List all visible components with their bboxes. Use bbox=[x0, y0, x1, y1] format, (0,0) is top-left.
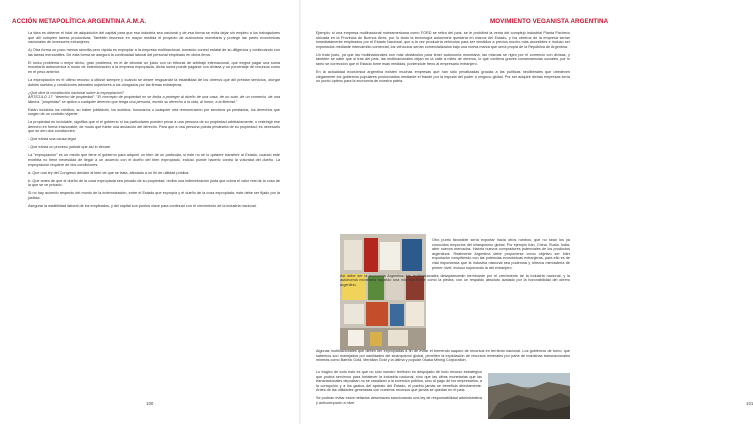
mining-photo bbox=[488, 373, 570, 419]
products-photo bbox=[340, 234, 426, 350]
right-page-body-side bbox=[340, 238, 570, 291]
paragraph: Se podrían evitar estos nefastos desenlaces sancionando una ley de responsabilidad administrativa y anticorrupción a nivel bbox=[316, 396, 482, 405]
right-page-body-bottom bbox=[316, 349, 570, 366]
right-page-header: MOVIMIENTO VEGANISTA ARGENTINA bbox=[490, 18, 609, 25]
right-page-body-top bbox=[316, 31, 570, 87]
list-item: - Que exista una causa legal. bbox=[28, 137, 77, 142]
list-item: b- Que antes de que el dueño de la cosa expropiada sea privado de su propiedad, reciba una indemnización justa que cubra el valor real de la cosa de la que se ve privado. bbox=[28, 178, 280, 188]
paragraph: Así debe ser la economía Argentina: las multinacionales desaparecerán terminante por el crecimiento de la industria nacional, y la autonomía monetaria forjando una moneda fuerte como la piedra, con un respaldo absoluto avalado por la honorabilidad del obrero argentino. bbox=[340, 273, 570, 287]
left-page-body bbox=[28, 31, 280, 212]
paragraph: Un trato justo, ya que las multinacionales son más obstáculos para tener autonomía monetaria, las mismas se rigen por el comercio con divisas, y también se sabe que si tras del país, las multinacionales dejan en la calle a miles de obreros, lo que conlleva graves consecuencias sociales, por lo tanto se corrección que el Estado tome esas medidas, poniéndole freno al empresario extranjero. bbox=[316, 52, 570, 66]
constitution-quote: ¿Qué dice la constitución nacional sobre la expropiación? ARTÍCULO 17: "derecho de propiedad". "El concepto de propiedad no se limita a proteger al dueño de una casa, de un auto, de un comercio, de una fábrica. "propiedad" se aplica a cualquier derecho que tenga una persona, escrito su derecho a la vida, al honor, a la libertad." bbox=[28, 90, 280, 104]
left-page-header: ACCIÓN METAPOLÍTICA ARGENTINA A.M.A. bbox=[12, 18, 147, 25]
list-item: - Que exista un proceso judicial que así lo decare. bbox=[28, 145, 112, 150]
paragraph: En la actualidad económica argentina existen muchas empresas que han sido privatizadas gracias a las políticas neoliberales que obedecen ciegamente los gobiernos populares posicionados mediante el fraude por la espuda del poder a ninguno global. Por ser adquirir dichas empresas sería un punto óptimo para la economía de nuestra patria. bbox=[316, 69, 570, 84]
paragraph: Ejemplo: si una empresa multinacional norteamericana como FORD se retira del país, se le prohibirá la venta del complejo industrial Planta Pacheco ubicada en la Provincia de Buenos Aires, por lo tanto la tecnología automotriz quedaría en manos del Estado, y los obreros de la empresa serían inmediatamente empleados por el Estado Nacional, que a la vez produciría vehículos para ser vendidos a precios mucho más accesibles e incluso ser exportados mediante intercambio comercial, los vehículos serían comercializados bajo una nueva marca que sería propia de la República de Argentina. bbox=[316, 31, 570, 49]
right-page-body-lower bbox=[316, 370, 482, 409]
paragraph: La idea es obtener el total de adquisición del capital para que esa industria sea nacional y de esa forma se evita dejar sin empleo a los trabajadores que allí cumplen tareas productivas. También favorece en mayor medida el proyecto de autonomía monetaria y protege las pares económicas nacionales de inversores extranjeros. bbox=[28, 31, 280, 45]
paragraph: Están incluidos los créditos, su haber jubilatorio, los sueldos, honorarios o cualquier otra remuneración por servicios ya prestados, los derechos que surgen de un contrato vigente. bbox=[28, 107, 280, 117]
paragraph: Si no hay acuerdo respecto del monto de la indemnización, entre el Estado que expropia y el dueño de la cosa expropiada, éste debe ser fijado por la justicia. bbox=[28, 191, 280, 200]
paragraph: Otro punto favorable sería exportar hacia otros rumbos, que no sean los ya conocidos emporios del sinarquismo global. Por ejemplo Irán, China, Rusia, India; abrir nuevos mercados. Habría nuevos compradores potenciales de los productos argentinos. Realmente Argentina debe proponerse como objetivo ser líder exportador compitiendo con las potencias económicas extranjeras, para ello es de vital importancia que la industria nacional sea poderosa y ofrezca mercadería de primer nivel, incluso superando la del extranjero. bbox=[432, 238, 570, 270]
paragraph: Algunas multinacionales que deben ser expropiadas a fin de evitar el tremendo saqueo de recursos en territorio nacional. Los gobiernos de turno, que sabemos son manejados por sanlidades del sinarquismo global, permiten la explotación de recursos minerales por parte de industrias transnacionales mineras como Barrick Gold, Meridian Gold y la última y popular Osaka Mining Corporation. bbox=[316, 349, 570, 363]
paragraph: Asegurar la estabilidad laboral de los empleados, y del capital son puntos clave para continuar con el crecimiento de la industria nacional. bbox=[28, 203, 257, 208]
paragraph: La expropiación es el último recurso a utilizar siempre y cuando se desee resguardar la estabilidad de los obreros que allí prestan servicios, otorgar dobles sueldos y condiciones laborales superiores a los otorgados por las firmas extranjeras. bbox=[28, 77, 280, 87]
paragraph: Lo trágico de todo esto es que no sólo nuestro territorio es despojado de todo recurso estratégico que podría servirnos para fortalecer la industria nacional, sino que las cifras monetarias que las transnacionales depositan no se canalizan a la inversión pública, sino al pago de los empresarios, a la corrupción y a los gastos del aparato del Estado, el pueblo jamás se beneficia directamente. Antes de las utilidades generadas con nuestros recursos que jamás se quedan en el país. bbox=[316, 370, 482, 393]
right-page-number: 101 bbox=[746, 401, 753, 406]
paragraph: La "expropiación" es un medio que tiene el gobierno para adquirir un bien de un particular, si éste no se lo quisiere transferir al Estado, cuando este exorbita no tiene necesidad de llegar a un acuerdo con el dueño del bien expropiado, incluso puede hacerlo contra la voluntad del dueño. La expropiación requiere de dos condiciones: bbox=[28, 153, 280, 167]
paragraph: La propiedad es inviolable, significa que ni el gobierno ni los particulares pueden privar a una persona de su propiedad arbitrariamente, o restringir ese derecho en forma irrazonable, de modo que fuese una anulación del derecho. Para que a una persona pueda privársela de su propiedad, es necesario que se den dos condiciones: bbox=[28, 120, 280, 134]
paragraph: A) Otra forma un poco menos sencilla pero rápida es expropiar a la empresa multinacional, tomando control estatal de su diligencia y continuando con las tareas mercantiles. De esta forma se asegura la continuidad laboral del personal empleado en dicha firma. bbox=[28, 48, 280, 57]
list-item: a- Que una ley del Congreso declare al bien de que se trata, afectado a un fin de utilidad pública. bbox=[28, 170, 190, 175]
left-page-number: 100 bbox=[146, 401, 154, 406]
paragraph: El único problema o mejor dicho, gran problema, es el de afrontar un juicio con un tribunal de arbitraje internacional, que exigirá pagar una suma monetaria astronómica a modo de indemnización a la empresa expropiada, dicha suma puede pagarse con divisas y un porcentaje de recursos como en el peso anterior. bbox=[28, 60, 280, 74]
